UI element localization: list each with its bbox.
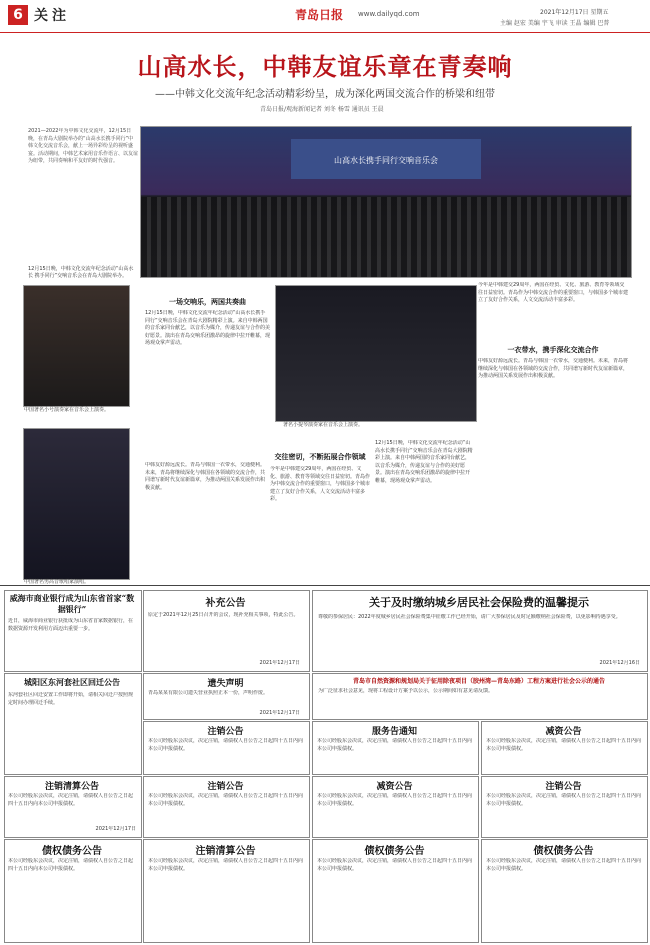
article-body-2a: 今年是中韩建交29周年，两国在经贸、文化、旅游、教育等领域交往日益密切。青岛作为中韩交流合作的重要窗口，与韩国多个城市建立了友好合作关系，人文交流活动丰富多彩。 <box>270 466 370 502</box>
page-number: 6 <box>8 5 28 25</box>
insurance-reminder-body: 尊敬的参保居民：2022年度城乡居民社会保险费集中征缴工作已经开始，请广大参保居民及时足额缴纳社会保险费，以免影响待遇享受。 <box>318 614 621 620</box>
clear-notice-body-2: 本公司经股东会决议，决定注销，请债权人自公告之日起四十五日内向本公司申报债权。 <box>148 858 303 872</box>
headline: 山高水长，中韩友谊乐章在青奏响 <box>137 52 513 81</box>
service-notice-title: 服务告通知 <box>371 727 417 737</box>
orchestra-musicians <box>141 197 631 277</box>
editor-credits: 主编 赵宏 美编 宇飞 审读 王晶 编辑 巴普 <box>500 20 610 27</box>
clear-notice-date-1: 2021年12月17日 <box>95 826 136 832</box>
photo-caption-trumpet: 中国著名小号演奏家在音乐会上演奏。 <box>24 407 110 413</box>
article-body-right-top: 今年是中韩建交29周年，两国在经贸、文化、旅游、教育等领域交往日益密切。青岛作为中韩交流合作的重要窗口，与韩国多个城市建立了友好合作关系，人文交流活动丰富多彩。 <box>478 282 628 303</box>
clear-notice-title-2: 注销清算公告 <box>195 846 256 857</box>
lead-paragraph: 2021—2022年为中韩文化交流年，12月15日晚，在青岛大剧院举办的“山高水长携手同行”中韩文化交流音乐会，献上一场异彩纷呈的视听盛宴。活动期间，中韩艺术家用音乐作语言、以友谊为纽带，共同奏响和平友好的时代强音。 <box>28 128 138 164</box>
tenor-singer-photo <box>23 428 130 580</box>
district-notice-body: 东河套社区回迁安置工作即将开始，请相关回迁户按照规定时间办理回迁手续。 <box>8 692 134 706</box>
stage-banner: 山高水长携手同行交响音乐会 <box>334 156 438 165</box>
article-body-1: 12月15日晚，中韩文化交流年纪念活动“山高水长携手同行”交响音乐会在青岛大剧院精彩上演。来自中韩两国的音乐家同台献艺，以音乐为媒介，传递友谊与合作的美好愿景。演出在青岛交响乐团激昂的旋律中拉开帷幕，现场观众掌声雷动。 <box>145 310 270 346</box>
section-title-1: 一场交响乐，两国共奏曲 <box>169 298 246 306</box>
photo-caption-tenor: 中国著名男高音歌唱家演唱。 <box>24 579 90 585</box>
photo-caption-main: 12月15日晚，中韩文化交流年纪念活动“山高水长 携手同行”交响音乐会在青岛大剧院举办。 <box>28 266 134 279</box>
cancel-notice-body-3: 本公司经股东会决议，决定注销，请债权人自公告之日起四十五日内向本公司申报债权。 <box>486 793 641 807</box>
issue-date: 2021年12月17日 星期五 <box>540 9 609 16</box>
lost-notice-date: 2021年12月17日 <box>259 710 300 716</box>
supplement-notice-title: 补充公告 <box>205 598 246 609</box>
supplement-notice-body: 原定于2021年12月25日召开的会议，现补充相关事项，特此公告。 <box>148 612 299 618</box>
project-notice-body: 为广泛征求社会意见，现将工程设计方案予以公示，公示期间如有意见请反馈。 <box>318 688 494 694</box>
cancel-notice-title-3: 注销公告 <box>545 782 582 792</box>
newspaper-url[interactable]: www.dailyqd.com <box>358 10 420 18</box>
article-body-2b: 12月15日晚，中韩文化交流年纪念活动“山高水长携手同行”交响音乐会在青岛大剧院精彩上演。来自中韩两国的音乐家同台献艺，以音乐为媒介，传递友谊与合作的美好愿景。演出在青岛交响乐团激昂的旋律中拉开帷幕，现场观众掌声雷动。 <box>375 440 473 484</box>
project-notice-title: 青岛市自然资源和规划局关于征用除夜项目（胶州湾—青岛东路）工程方案进行社会公示的通告 <box>352 678 605 685</box>
cancel-notice-title-1: 注销公告 <box>207 727 244 737</box>
reduce-notice-body-1: 本公司经股东会决议，决定注销，请债权人自公告之日起四十五日内向本公司申报债权。 <box>486 738 641 752</box>
debt-notice-title-3: 债权债务公告 <box>533 846 594 857</box>
lost-notice-body: 青岛某某有限公司遗失营业执照正本一份，声明作废。 <box>148 690 269 696</box>
article-body-1b: 中韩友好源远流长。青岛与韩国一衣带水，交通便利。未来，青岛将继续深化与韩国在各领域的交流合作，共同谱写新时代友谊新篇章，为推动两国关系发展作出积极贡献。 <box>145 462 265 491</box>
cancel-notice-body-1: 本公司经股东会决议，决定注销，请债权人自公告之日起四十五日内向本公司申报债权。 <box>148 738 303 752</box>
section-title-2: 交往密切，不断拓展合作领域 <box>274 453 366 461</box>
section-name: 关注 <box>34 8 70 24</box>
debt-notice-body-1: 本公司经股东会决议，决定注销，请债权人自公告之日起四十五日内向本公司申报债权。 <box>8 858 134 872</box>
article-body-3: 中韩友好源远流长。青岛与韩国一衣带水，交通便利。未来，青岛将继续深化与韩国在各领域的交流合作，共同谱写新时代友谊新篇章，为推动两国关系发展作出积极贡献。 <box>478 358 628 379</box>
newspaper-logo: 青岛日报 <box>295 8 344 22</box>
reduce-notice-title-2: 减资公告 <box>376 782 413 792</box>
bank-notice-body: 近日，威海市商业银行获批成为山东省首家数据银行，在数据资源开发利用方面迈出重要一步。 <box>8 618 134 632</box>
violinist-photo <box>275 285 477 422</box>
debt-notice-body-2: 本公司经股东会决议，决定注销，请债权人自公告之日起四十五日内向本公司申报债权。 <box>317 858 472 872</box>
reduce-notice-title-1: 减资公告 <box>545 727 582 737</box>
debt-notice-title-2: 债权债务公告 <box>364 846 425 857</box>
debt-notice-title-1: 债权债务公告 <box>42 846 102 857</box>
supplement-notice-date: 2021年12月17日 <box>259 660 300 666</box>
photo-caption-violinist: 著名小提琴演奏家在音乐会上演奏。 <box>283 422 364 428</box>
trumpet-player-photo <box>23 285 130 407</box>
section-title-3: 一衣带水，携手深化交流合作 <box>507 346 599 354</box>
subheadline: ——中韩文化交流年纪念活动精彩纷呈，成为深化两国交流合作的桥梁和纽带 <box>155 89 495 100</box>
clear-notice-title-1: 注销清算公告 <box>44 782 99 792</box>
service-notice-body: 本公司经股东会决议，决定注销，请债权人自公告之日起四十五日内向本公司申报债权。 <box>317 738 472 752</box>
debt-notice-body-3: 本公司经股东会决议，决定注销，请债权人自公告之日起四十五日内向本公司申报债权。 <box>486 858 641 872</box>
cancel-notice-title-2: 注销公告 <box>207 782 244 792</box>
insurance-reminder-title: 关于及时缴纳城乡居民社会保险费的温馨提示 <box>369 596 589 609</box>
district-notice-title: 城阳区东河套社区回迁公告 <box>24 677 120 687</box>
lost-notice-title: 遗失声明 <box>207 679 244 689</box>
insurance-reminder-date: 2021年12月16日 <box>599 660 640 666</box>
ad-section-divider <box>0 585 650 586</box>
reduce-notice-body-2: 本公司经股东会决议，决定注销，请债权人自公告之日起四十五日内向本公司申报债权。 <box>317 793 472 807</box>
cancel-notice-body-2: 本公司经股东会决议，决定注销，请债权人自公告之日起四十五日内向本公司申报债权。 <box>148 793 303 807</box>
byline: 青岛日报/观海新闻记者 刘冬 杨雪 通讯员 王晨 <box>260 106 384 113</box>
concert-stage-photo <box>140 126 632 278</box>
bank-notice-title: 威海市商业银行成为山东省首家“数据银行” <box>9 593 135 614</box>
clear-notice-body-1: 本公司经股东会决议，决定注销，请债权人自公告之日起四十五日内向本公司申报债权。 <box>8 793 134 807</box>
